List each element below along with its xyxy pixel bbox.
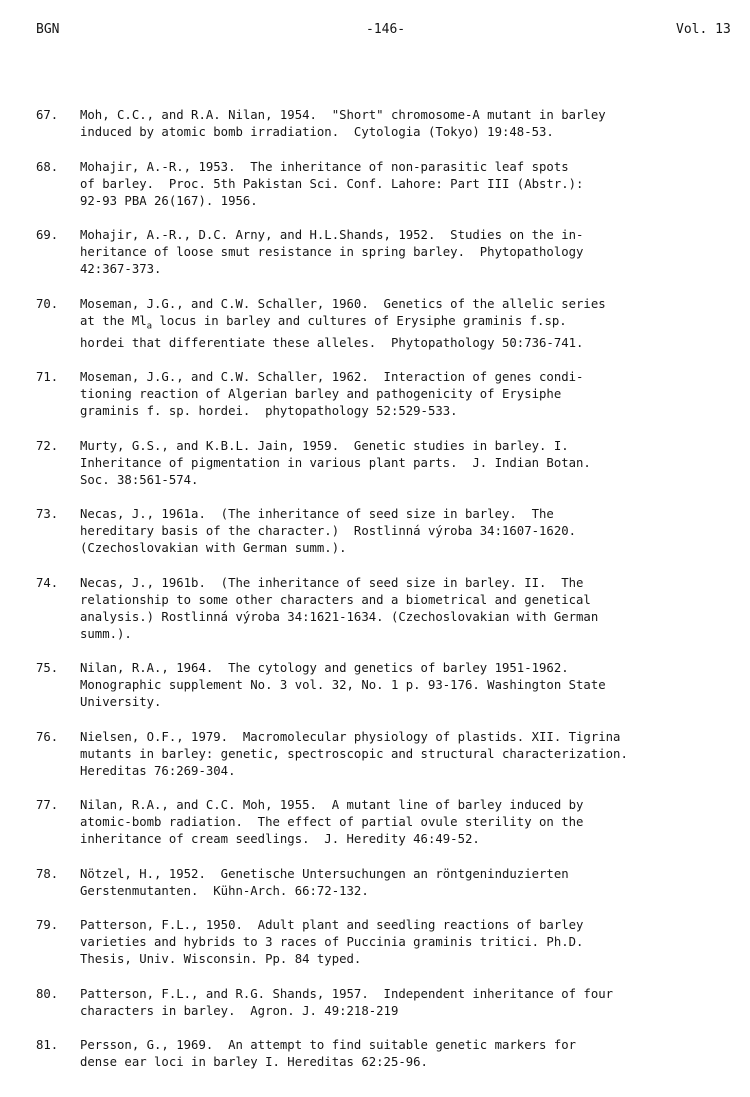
journal-abbreviation: BGN [36, 22, 60, 37]
reference-entry [36, 1037, 736, 1071]
reference-line: Persson, G., 1969. An attempt to find suitable genetic markers for [80, 1038, 577, 1053]
reference-entry [36, 438, 736, 489]
reference-line: hereditary basis of the character.) Rostlinná výroba 34:1607-1620. [80, 524, 577, 539]
reference-entry [36, 369, 736, 420]
reference-text [80, 227, 736, 278]
reference-number: 72. [36, 438, 59, 453]
reference-text [80, 296, 736, 352]
reference-line: Hereditas 76:269-304. [80, 763, 236, 778]
reference-text [80, 107, 736, 141]
reference-entry [36, 227, 736, 278]
reference-line: Nielsen, O.F., 1979. Macromolecular physiology of plastids. XII. Tigrina [80, 729, 621, 744]
reference-entry [36, 917, 736, 968]
reference-text [80, 506, 736, 557]
reference-line: Necas, J., 1961a. (The inheritance of seed size in barley. The [80, 507, 554, 522]
reference-line: atomic-bomb radiation. The effect of partial ovule sterility on the [80, 815, 584, 830]
reference-line: tioning reaction of Algerian barley and pathogenicity of Erysiphe [80, 387, 562, 402]
reference-text [80, 159, 736, 210]
reference-line: Patterson, F.L., 1950. Adult plant and seedling reactions of barley [80, 918, 584, 933]
reference-entry [36, 729, 736, 780]
reference-line: Patterson, F.L., and R.G. Shands, 1957. Independent inheritance of four [80, 986, 614, 1001]
reference-line: Moseman, J.G., and C.W. Schaller, 1960. Genetics of the allelic series [80, 296, 606, 311]
reference-list [36, 107, 736, 1089]
reference-text [80, 1037, 736, 1071]
volume-number: Vol. 13 [676, 22, 731, 37]
reference-line: 42:367-373. [80, 262, 162, 276]
reference-entry [36, 296, 736, 352]
reference-line: Nilan, R.A., and C.C. Moh, 1955. A mutant line of barley induced by [80, 798, 584, 813]
reference-entry [36, 866, 736, 900]
reference-number: 74. [36, 575, 59, 590]
reference-line: dense ear loci in barley I. Hereditas 62:25-96. [80, 1055, 428, 1070]
reference-text [80, 729, 736, 780]
reference-line: Moseman, J.G., and C.W. Schaller, 1962. Interaction of genes condi- [80, 370, 584, 385]
reference-line: mutants in barley: genetic, spectroscopic and structural characterization. [80, 746, 628, 761]
reference-line: Soc. 38:561-574. [80, 472, 199, 487]
reference-number: 68. [36, 159, 59, 174]
reference-line: characters in barley. Agron. J. 49:218-219 [80, 1003, 399, 1018]
reference-line: 92-93 PBA 26(167). 1956. [80, 193, 258, 208]
reference-line: analysis.) Rostlinná výroba 34:1621-1634. (Czechoslovakian with German [80, 609, 599, 624]
reference-text [80, 797, 736, 848]
reference-number: 79. [36, 918, 59, 933]
reference-line: at the $Ml_a$ locus in barley and cultures of Erysiphe graminis f.sp. [80, 313, 567, 331]
reference-number: 70. [36, 296, 59, 311]
reference-line: Inheritance of pigmentation in various plant parts. J. Indian Botan. [80, 455, 591, 470]
reference-line: Gerstenmutanten. Kühn-Arch. 66:72-132. [80, 883, 369, 898]
reference-line: University. [80, 695, 162, 710]
page-number: -146- [366, 22, 406, 37]
reference-text [80, 438, 736, 489]
reference-line: summ.). [80, 626, 132, 641]
reference-number: 75. [36, 661, 59, 676]
reference-line: graminis f. sp. hordei. phytopathology 52:529-533. [80, 404, 458, 419]
reference-line: Mohajir, A.-R., D.C. Arny, and H.L.Shands, 1952. Studies on the in- [80, 228, 584, 242]
reference-line: Necas, J., 1961b. (The inheritance of seed size in barley. II. The [80, 575, 584, 590]
reference-entry [36, 107, 736, 141]
reference-line: hordei that differentiate these alleles. Phytopathology 50:736-741. [80, 335, 584, 350]
reference-text [80, 369, 736, 420]
reference-line: induced by atomic bomb irradiation. Cytologia (Tokyo) 19:48-53. [80, 125, 554, 139]
reference-line: inheritance of cream seedlings. J. Heredity 46:49-52. [80, 832, 480, 847]
reference-line: varieties and hybrids to 3 races of Puccinia graminis tritici. Ph.D. [80, 935, 584, 950]
reference-number: 81. [36, 1038, 59, 1053]
reference-entry [36, 506, 736, 557]
reference-number: 76. [36, 729, 59, 744]
reference-line: (Czechoslovakian with German summ.). [80, 541, 347, 556]
reference-number: 80. [36, 986, 59, 1001]
reference-entry [36, 660, 736, 711]
reference-line: Mohajir, A.-R., 1953. The inheritance of non-parasitic leaf spots [80, 159, 569, 174]
reference-entry [36, 986, 736, 1020]
reference-text [80, 917, 736, 968]
reference-line: Nötzel, H., 1952. Genetische Untersuchungen an röntgeninduzierten [80, 866, 569, 881]
reference-line: Monographic supplement No. 3 vol. 32, No. 1 p. 93-176. Washington State [80, 678, 606, 693]
reference-number: 78. [36, 866, 59, 881]
reference-line: relationship to some other characters and a biometrical and genetical [80, 592, 591, 607]
reference-line: heritance of loose smut resistance in spring barley. Phytopathology [80, 245, 584, 259]
reference-number: 77. [36, 798, 59, 813]
reference-text [80, 986, 736, 1020]
reference-line: Moh, C.C., and R.A. Nilan, 1954. "Short" chromosome-A mutant in barley [80, 108, 606, 122]
reference-line: Murty, G.S., and K.B.L. Jain, 1959. Genetic studies in barley. I. [80, 438, 569, 453]
reference-entry [36, 575, 736, 643]
reference-number: 71. [36, 370, 59, 385]
reference-text [80, 660, 736, 711]
reference-line: Nilan, R.A., 1964. The cytology and genetics of barley 1951-1962. [80, 661, 569, 676]
reference-number: 73. [36, 507, 59, 522]
reference-text [80, 575, 736, 643]
reference-entry [36, 797, 736, 848]
reference-entry [36, 159, 736, 210]
reference-line: of barley. Proc. 5th Pakistan Sci. Conf. Lahore: Part III (Abstr.): [80, 176, 584, 191]
page-header [0, 22, 750, 40]
reference-number: 69. [36, 228, 59, 242]
reference-number: 67. [36, 108, 59, 122]
reference-text [80, 866, 736, 900]
reference-line: Thesis, Univ. Wisconsin. Pp. 84 typed. [80, 952, 362, 967]
